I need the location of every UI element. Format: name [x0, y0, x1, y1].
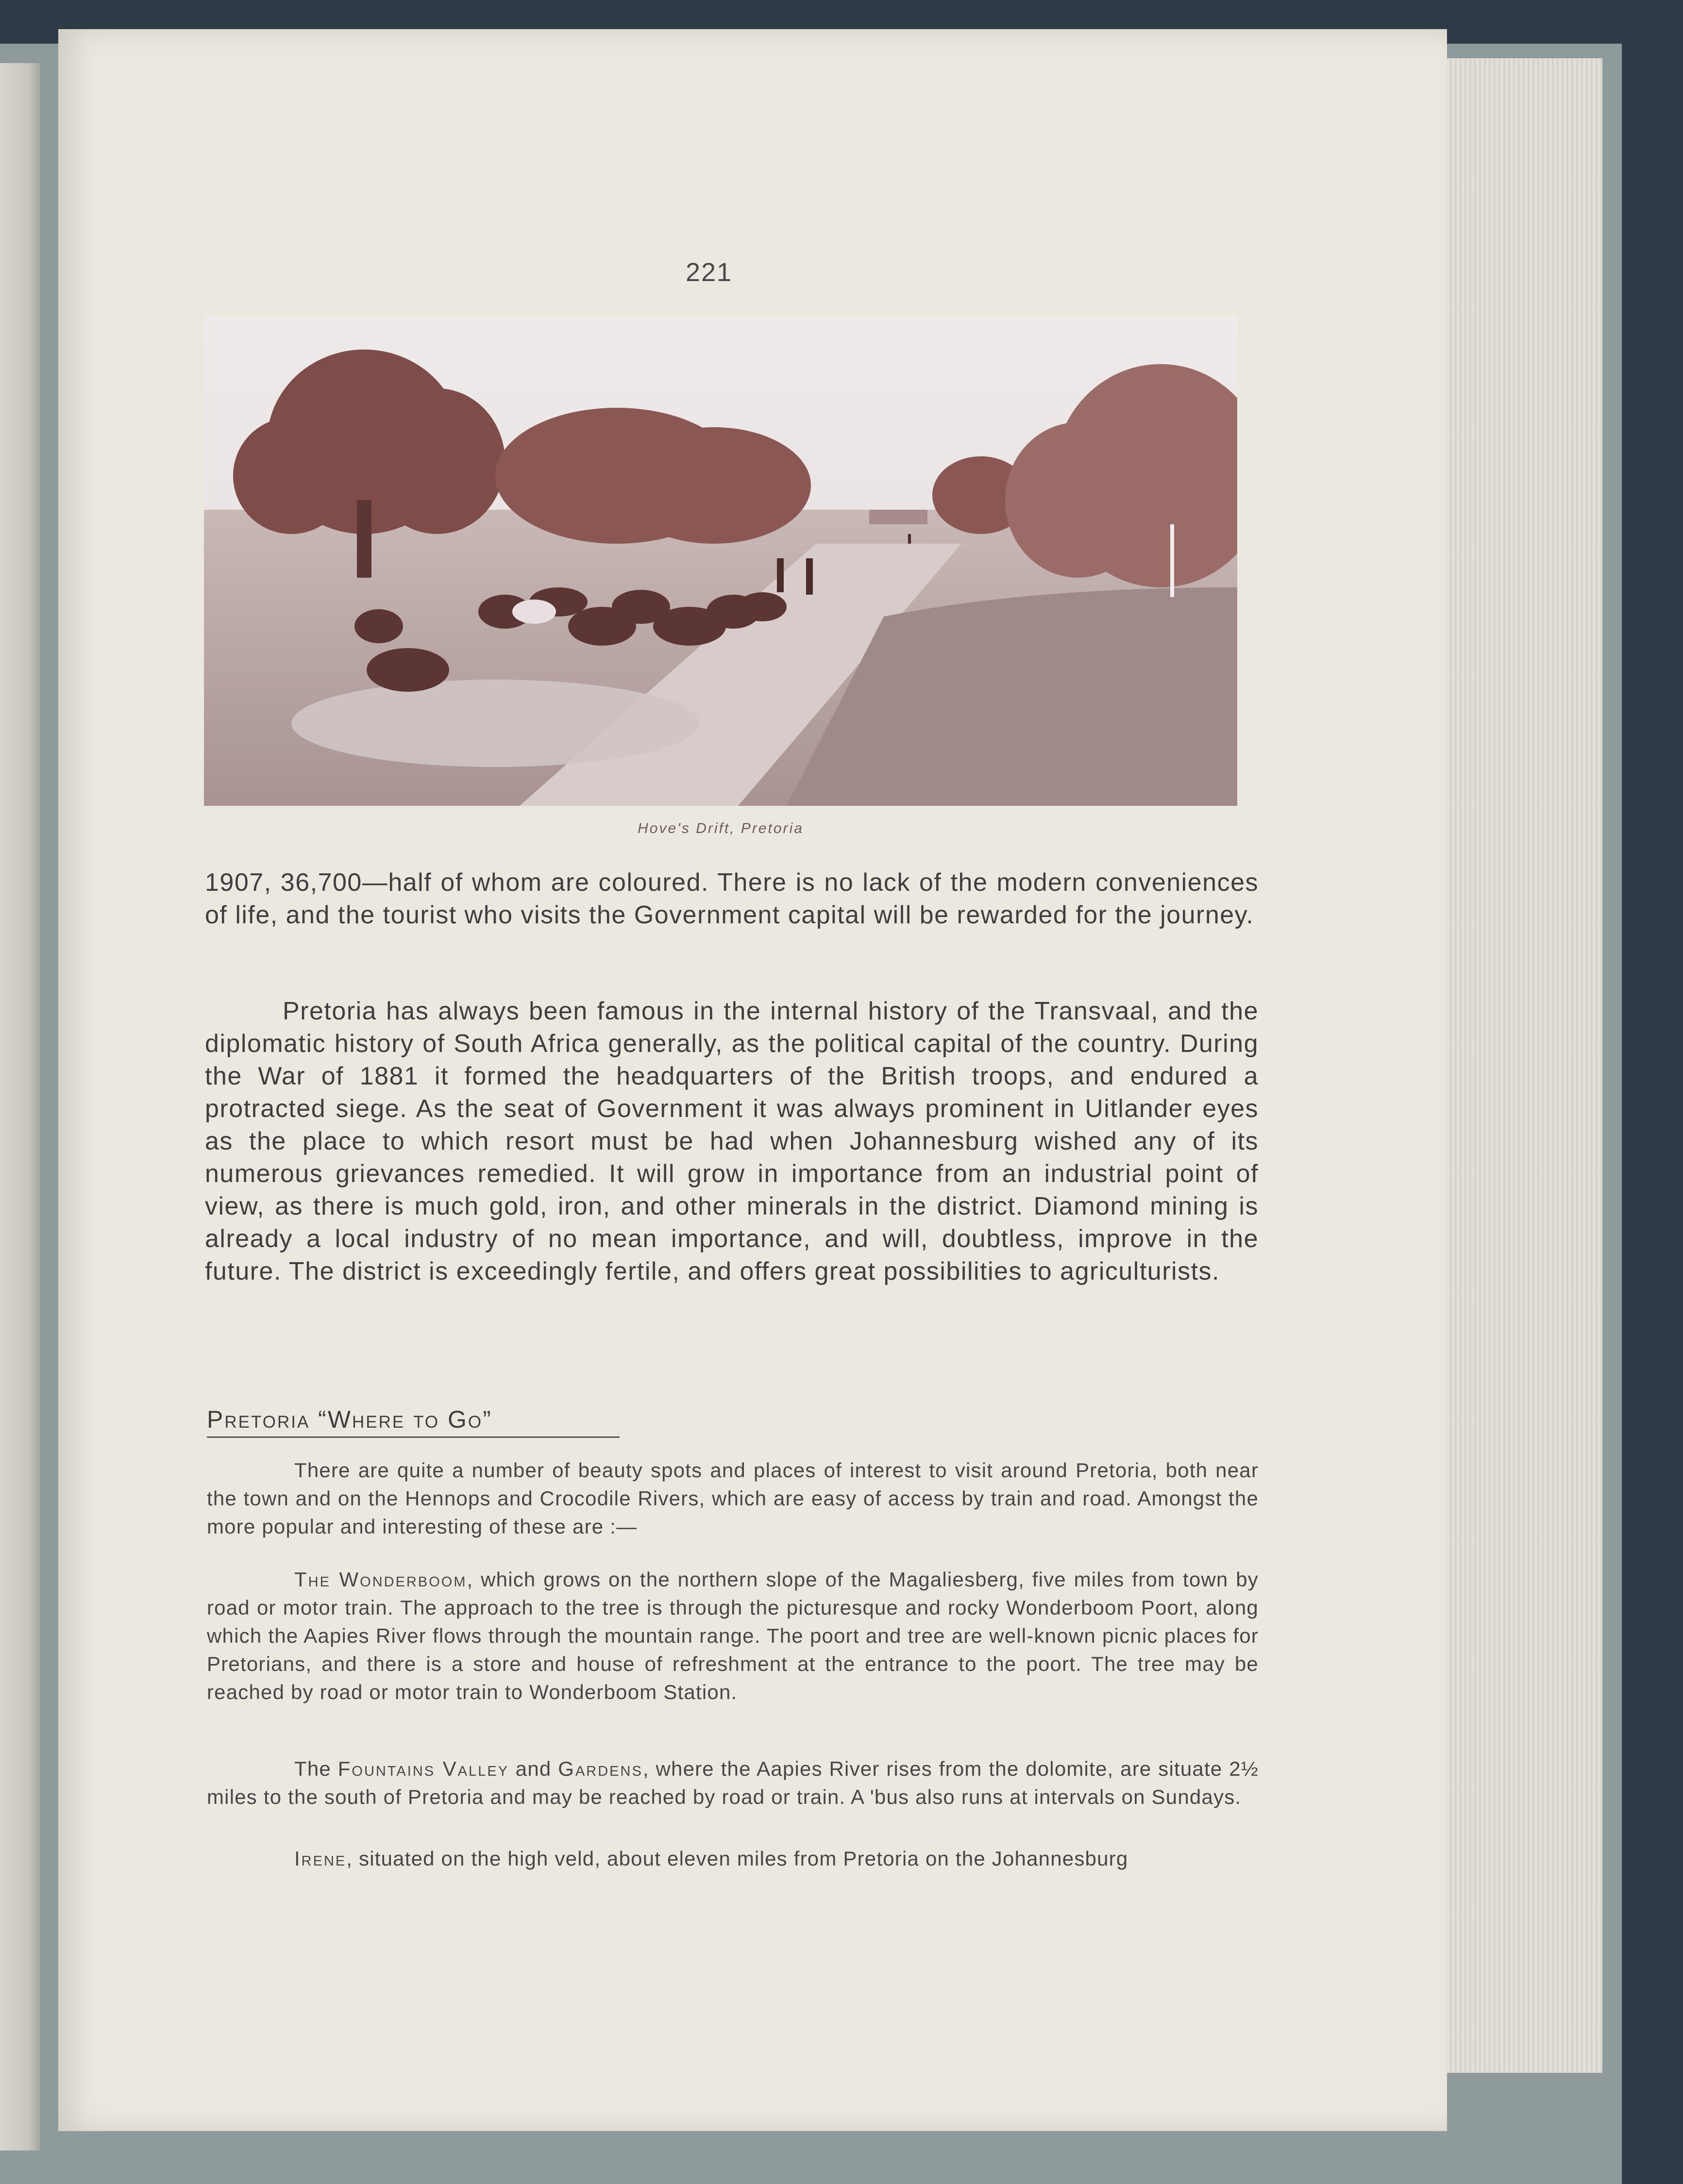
paragraph-1: 1907, 36,700—half of whom are coloured. There is no lack of the modern conveniences of life, and the tourist who visits the Government capital will be rewarded for the journey. [205, 868, 1259, 929]
wonderboom-text: , which grows on the northern slope of the Magaliesberg, five miles from town by road or motor train. The approach to the tree is through the picturesque and rocky Wonderboom Poort, along which the Aapies River flows through the mountain range. The poort and tree are well-known picnic places for Pretorians, and there is a store and house of refreshment at the entrance to the poort. The tree may be reached by road or motor train to Wonderboom Station. [207, 1568, 1259, 1703]
gardens-name: Gardens [558, 1757, 643, 1780]
photo-caption: Hove's Drift, Pretoria [638, 820, 804, 836]
photo-hoves-drift [204, 316, 1237, 806]
paragraph-2: Pretoria has always been famous in the internal history of the Transvaal, and the diplomatic history of South Africa generally, as the political capital of the country. During the War of 1881 it formed the headquarters of the British troops, and endured a protracted siege. As the seat of Government it was always prominent in Uitlander eyes as the place to which resort must be had when Johannesburg wished any of its numerous grievances remedied. It will grow in importance from an industrial point of view, as there is much gold, iron, and other minerals in the district. Diamond mining is already a local industry of no mean importance, and will, doubtless, improve in the future. The district is exceedingly fertile, and offers great possibilities to agriculturists. [205, 997, 1259, 1285]
irene-paragraph [207, 1845, 1259, 1873]
fountains-the: The [294, 1757, 338, 1780]
where-to-go-intro: There are quite a number of beauty spots and places of interest to visit around Pretoria, both near the town and on the Hennops and Crocodile Rivers, which are easy of access by train and road. Amongst the more popular and interesting of these are :— [207, 1459, 1259, 1538]
irene-text: , situated on the high veld, about eleven miles from Pretoria on the Johannesburg [346, 1847, 1128, 1870]
page-number: 221 [685, 258, 733, 287]
fountains-text: , where the Aapies River rises from the dolomite, are situate 2½ miles to the south of Pretoria and may be reached by road or train. A 'bus also runs at intervals on Sundays. [207, 1757, 1259, 1808]
wonderboom-paragraph [207, 1566, 1259, 1706]
left-page-edge [0, 63, 40, 2151]
fountains-name: Fountains Valley [337, 1757, 509, 1780]
fountains-paragraph [207, 1755, 1259, 1811]
irene-name: Irene [294, 1847, 347, 1870]
fountains-and: and [509, 1757, 558, 1780]
section-heading: Pretoria “Where to Go” [207, 1405, 620, 1438]
wonderboom-name: The Wonderboom [294, 1568, 467, 1591]
page-block-edges [1437, 58, 1602, 2073]
